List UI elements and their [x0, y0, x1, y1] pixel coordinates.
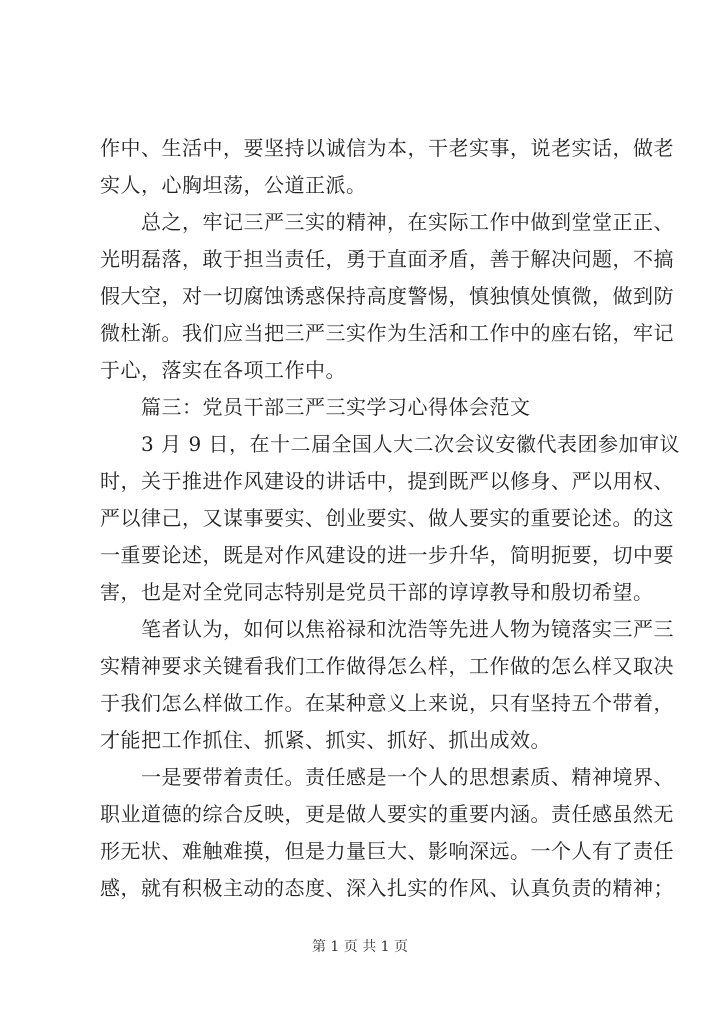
text-line: 于心，落实在各项工作中。 [100, 358, 346, 382]
text-line: 作中、生活中，要坚持以诚信为本，干老实事，说老实话，做老 [100, 136, 674, 160]
text-line: 感，就有积极主动的态度、深入扎实的作风、认真负责的精神； [100, 876, 674, 900]
text-line: 一重要论述，既是对作风建设的进一步升华，简明扼要，切中要 [100, 543, 674, 567]
text-line: 形无状、难触难摸，但是力量巨大、影响深远。一个人有了责任 [100, 839, 674, 863]
section-heading: 篇三：党员干部三严三实学习心得体会范文 [100, 395, 531, 419]
text-line: 一是要带着责任。责任感是一个人的思想素质、精神境界、 [100, 765, 674, 789]
page-footer: 第 1 页 共 1 页 [311, 939, 409, 955]
text-line: 实人，心胸坦荡，公道正派。 [100, 173, 367, 197]
text-line: 微杜渐。我们应当把三严三实作为生活和工作中的座右铭，牢记 [100, 321, 674, 345]
text-line: 总之，牢记三严三实的精神，在实际工作中做到堂堂正正、 [100, 210, 674, 234]
text-line: 才能把工作抓住、抓紧、抓实、抓好、抓出成效。 [100, 728, 551, 752]
text-line: 假大空，对一切腐蚀诱惑保持高度警惕，慎独慎处慎微，做到防 [100, 284, 674, 308]
text-line: 实精神要求关键看我们工作做得怎么样，工作做的怎么样又取决 [100, 654, 674, 678]
text-line: 3 月 9 日，在十二届全国人大二次会议安徽代表团参加审议 [100, 432, 681, 456]
text-line: 光明磊落，敢于担当责任，勇于直面矛盾，善于解决问题，不搞 [100, 247, 674, 271]
text-line: 严以律己，又谋事要实、创业要实、做人要实的重要论述。的这 [100, 506, 674, 530]
text-line: 害，也是对全党同志特别是党员干部的谆谆教导和殷切希望。 [100, 580, 654, 604]
text-line: 于我们怎么样做工作。在某种意义上来说，只有坚持五个带着， [100, 691, 674, 715]
text-line: 职业道德的综合反映，更是做人要实的重要内涵。责任感虽然无 [100, 802, 674, 826]
text-line: 笔者认为，如何以焦裕禄和沈浩等先进人物为镜落实三严三 [100, 617, 674, 641]
text-line: 时，关于推进作风建设的讲话中，提到既严以修身、严以用权、 [100, 469, 674, 493]
